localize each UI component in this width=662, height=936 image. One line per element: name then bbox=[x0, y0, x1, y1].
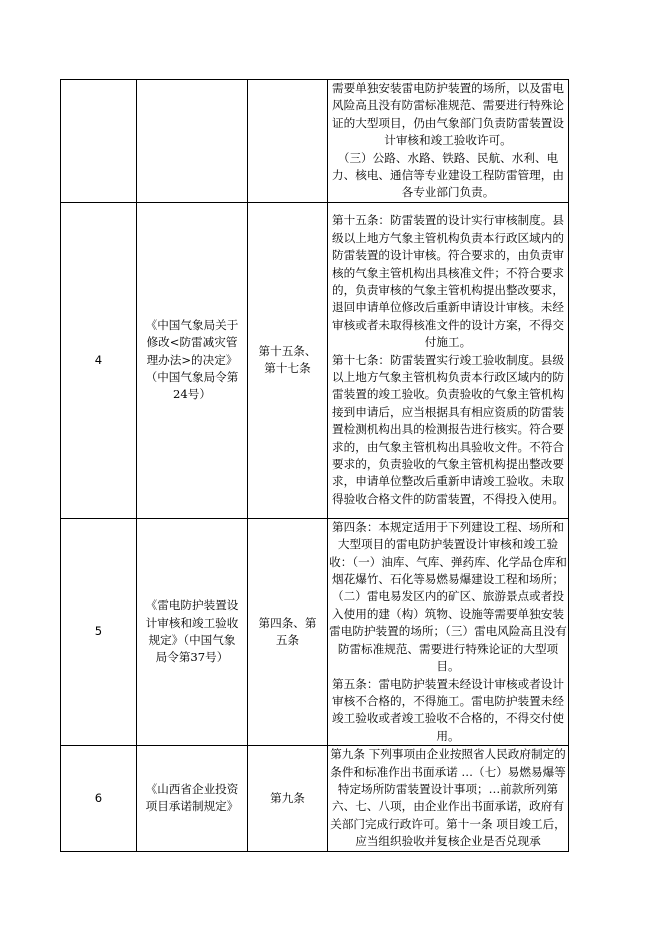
article-numbers bbox=[248, 518, 328, 745]
row-number bbox=[61, 80, 137, 203]
regulation-title-text: 《山西省企业投资项目承诺制规定》 bbox=[145, 781, 239, 814]
article-numbers-text: 第四条、第五条 bbox=[258, 615, 317, 647]
content-paragraph: （三）公路、水路、铁路、民航、水利、电力、核电、通信等专业建设工程防雷管理，由各专业部门负责。 bbox=[332, 150, 564, 200]
regulation-title-text: 《中国气象局关于修改<防雷减灾管理办法>的决定》（中国气象局令第24号） bbox=[145, 317, 239, 402]
content-paragraph: 第五条：雷电防护装置未经设计审核或者设计审核不合格的，不得施工。雷电防护装置未经竣工验收或者竣工验收不合格的，不得交付使用。 bbox=[332, 676, 564, 743]
article-numbers-text: 第九条 bbox=[270, 790, 305, 805]
row-number: 5 bbox=[61, 518, 137, 745]
article-content bbox=[328, 746, 569, 851]
article-content bbox=[328, 202, 569, 518]
content-paragraph: 第四条：本规定适用于下列建设工程、场所和大型项目的雷电防护装置设计审核和竣工验收：（一）油库、气库、弹药库、化学品仓库和烟花爆竹、石化等易燃易爆建设工程和场所；（二）雷电易发区内的矿区、旅游景点或者投入使用的建（构）筑物、设施等需要单独安装雷电防护装置的场所；（三）雷电风险高且没有防雷标准规范、需要进行特殊论证的大型项目。 bbox=[329, 519, 567, 674]
table-row bbox=[61, 202, 569, 518]
article-numbers bbox=[248, 80, 328, 203]
article-content bbox=[328, 518, 569, 745]
article-numbers bbox=[248, 746, 328, 851]
regulation-title bbox=[137, 518, 248, 745]
article-content bbox=[328, 80, 569, 203]
table-row bbox=[61, 80, 569, 203]
content-paragraph: 第十五条：防雷装置的设计实行审核制度。县级以上地方气象主管机构负责本行政区域内的防雷装置的设计审核。符合要求的，由负责审核的气象主管机构出具核准文件；不符合要求的，负责审核的气象主管机构提出整改要求，退回申请单位修改后重新申请设计审核。未经审核或者未取得核准文件的设计方案，不得交付施工。 bbox=[332, 213, 564, 350]
content-paragraph: 第十七条：防雷装置实行竣工验收制度。县级以上地方气象主管机构负责本行政区域内的防雷装置的竣工验收。负责验收的气象主管机构接到申请后，应当根据具有相应资质的防雷装置检测机构出具的检测报告进行核实。符合要求的，由气象主管机构出具验收文件。不符合要求的，负责验收的气象主管机构提出整改要求，申请单位整改后重新申请竣工验收。未取得验收合格文件的防雷装置，不得投入使用。 bbox=[332, 352, 564, 506]
regulation-title bbox=[137, 746, 248, 851]
regulation-title bbox=[137, 202, 248, 518]
row-number: 4 bbox=[61, 202, 137, 518]
regulation-title-text: 《雷电防护装置设计审核和竣工验收规定》（中国气象局令第37号） bbox=[145, 598, 239, 665]
table-row bbox=[61, 746, 569, 851]
table-row bbox=[61, 518, 569, 745]
article-numbers-text: 第十五条、第十七条 bbox=[258, 343, 317, 376]
row-number: 6 bbox=[61, 746, 137, 851]
article-numbers bbox=[248, 202, 328, 518]
regulation-table bbox=[60, 79, 569, 852]
content-paragraph: 需要单独安装雷电防护装置的场所，以及雷电风险高且没有防雷标准规范、需要进行特殊论证的大型项目，仍由气象部门负责防雷装置设计审核和竣工验收许可。 bbox=[332, 81, 564, 148]
regulation-title bbox=[137, 80, 248, 203]
content-paragraph: 第九条 下列事项由企业按照省人民政府制定的条件和标准作出书面承诺 …（七）易燃易爆等特定场所防雷装置设计事项；…前款所列第六、七、八项，由企业作出书面承诺，政府有关部门完成行政许可。第十一条 项目竣工后，应当组织验收并复核企业是否兑现承 bbox=[330, 747, 566, 849]
